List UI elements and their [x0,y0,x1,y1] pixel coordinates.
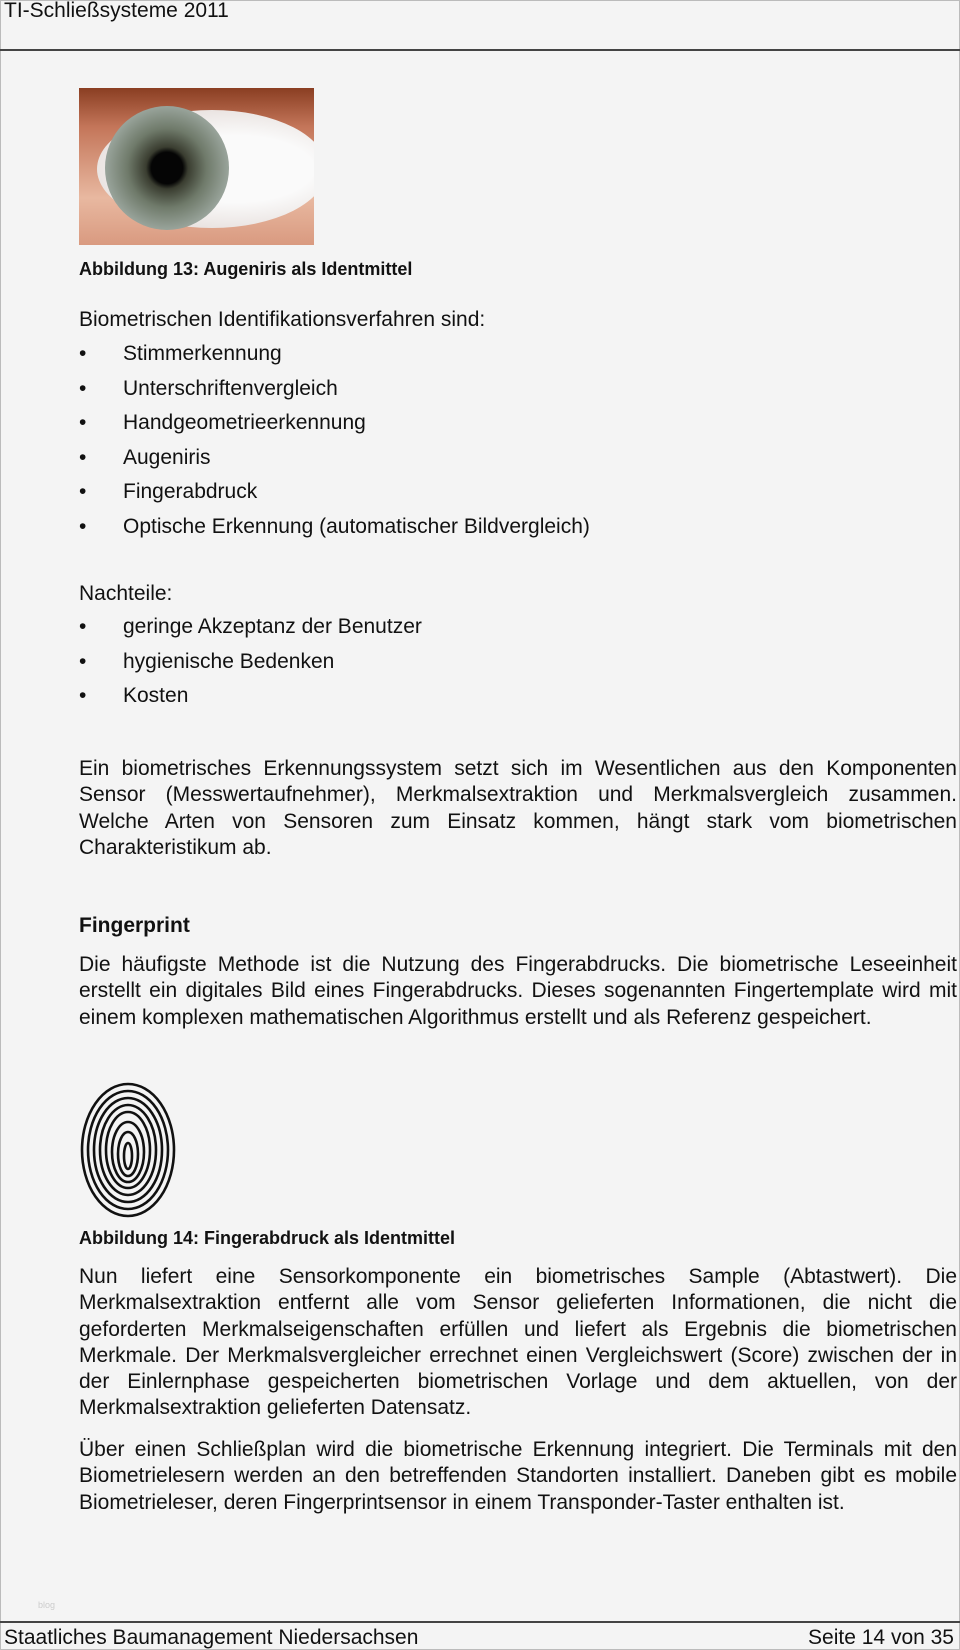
list-item-label: Optische Erkennung (automatischer Bildvergleich) [123,514,590,538]
bullet: • [79,480,87,504]
bullet: • [79,342,87,365]
footer-rule [0,1621,960,1623]
list-item-label: Unterschriftenvergleich [123,376,338,400]
figure-13-caption: Abbildung 13: Augeniris als Identmittel [79,259,413,279]
figure-14-caption: Abbildung 14: Fingerabdruck als Identmittel [79,1228,456,1248]
list-item-label: geringe Akzeptanz der Benutzer [123,615,422,638]
list-item [79,475,957,510]
fingerprint-paragraph: Die häufigste Methode ist die Nutzung des Fingerabdrucks. Die biometrische Leseeinheit erstellt ein digitales Bild eines Fingerabdrucks. Dieses sogenannten Fingertemplate wird mit einem komplexen mathematischen Algorithmus erstellt und als Referenz gespeichert. [79,953,957,1029]
list-item-label: Augeniris [123,445,211,469]
fingerprint-image [79,1072,177,1218]
list-item [79,679,957,714]
bullet: • [79,615,87,638]
bullet: • [79,514,87,538]
list-item [79,372,957,407]
header-title: TI-Schließsysteme 2011 [4,0,229,22]
header-rule [0,49,960,51]
list-item-label: Kosten [123,684,189,708]
list-item-label: Fingerabdruck [123,480,258,504]
disadvantages-label: Nachteile: [79,582,173,605]
schliessplan-paragraph: Über einen Schließplan wird die biometrische Erkennung integriert. Die Terminals mit den Biometrielesern werden an den betreffenden Standorten installiert. Daneben gibt es mobile Biometrieleser, deren Fingerprintsensor in einem Transponder-Taster enthalten ist. [79,1438,957,1514]
eye-iris [105,106,229,230]
biometric-list [79,337,957,545]
fingerprint-heading: Fingerprint [79,914,190,937]
watermark: blog [38,1600,56,1610]
biometric-paragraph: Ein biometrisches Erkennungssystem setzt sich im Wesentlichen aus den Komponenten Sensor (Messwertaufnehmer), Merkmalsextraktion und Merkmalsvergleich zusammen. Welche Arten von Sensoren zum Einsatz kommen, hängt stark vom biometrischen Charakteristikum ab. [79,757,957,859]
sensor-paragraph: Nun liefert eine Sensorkomponente ein biometrisches Sample (Abtastwert). Die Merkmalsextraktion entfernt alle vom Sensor gelieferten Informationen, die nicht die geforderten Merkmalseigenschaften erfüllen und liefert als Ergebnis die biometrischen Merkmale. Der Merkmalsvergleicher errechnet einen Vergleichswert (Score) zwischen der in der Einlernphase gespeicherten biometrischen Vorlage und dem aktuellen, von der Merkmalsextraktion gelieferten Datensatz. [79,1265,957,1420]
footer-page-number: Seite 14 von 35 [808,1626,954,1649]
list-item [79,610,957,645]
list-item [79,441,957,476]
list-item-label: Handgeometrieerkennung [123,411,366,435]
list-item [79,645,957,680]
bullet: • [79,376,87,400]
biometric-intro: Biometrischen Identifikationsverfahren sind: [79,308,486,331]
eye-iris-image [79,88,314,245]
list-item-label: hygienische Bedenken [123,649,335,673]
list-item-label: Stimmerkennung [123,342,282,365]
footer-organization: Staatliches Baumanagement Niedersachsen [4,1626,419,1649]
list-item [79,406,957,441]
disadvantages-list [79,610,957,714]
bullet: • [79,411,87,435]
bullet: • [79,684,87,708]
list-item [79,510,957,545]
bullet: • [79,649,87,673]
bullet: • [79,445,87,469]
list-item [79,337,957,372]
